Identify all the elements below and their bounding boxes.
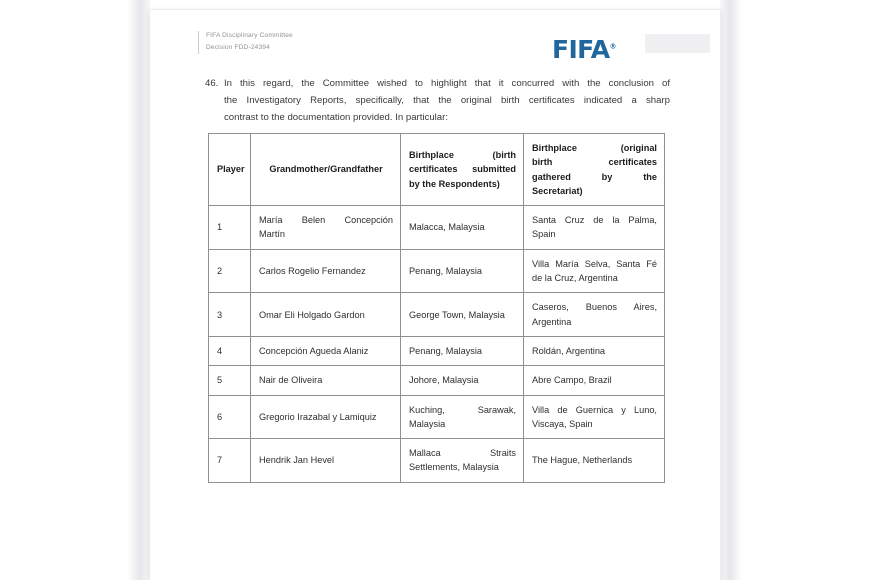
header-committee-line: FIFA Disciplinary Committee	[206, 32, 293, 39]
table-row	[209, 395, 665, 439]
cell-bp-submitted-value: Malacca, Malaysia	[409, 222, 485, 233]
cell-bp-original-line-2: Spain	[532, 229, 556, 240]
cell-player-value: 4	[217, 345, 223, 356]
cell-bp-original-line-1: Abre Campo, Brazil	[532, 375, 612, 386]
fifa-logo	[552, 35, 617, 64]
cell-relative-line-1: Omar Eli Holgado Gardon	[259, 309, 365, 320]
cell-relative-line-1: Concepción Agueda Alaniz	[259, 345, 369, 356]
paragraph-body	[224, 75, 670, 127]
table-row	[209, 249, 665, 293]
column-header-bp-original-line-3: gathered by the	[532, 171, 657, 182]
cell-player	[209, 336, 251, 365]
cell-player	[209, 293, 251, 337]
table-header-row	[209, 134, 665, 206]
table-row	[209, 293, 665, 337]
cell-bp-original-line-1: Villa de Guernica y Luno,	[532, 404, 657, 415]
column-header-bp-submitted-line-3: by the Respondents)	[409, 178, 500, 189]
cell-relative-line-1: Hendrik Jan Hevel	[259, 455, 335, 466]
column-header-bp-submitted-line-1: Birthplace (birth	[409, 150, 516, 161]
table-row	[209, 439, 665, 483]
cell-relative-line-2: Martín	[259, 229, 286, 240]
cell-relative	[251, 366, 401, 395]
cell-birthplace-submitted	[401, 395, 524, 439]
cell-relative	[251, 395, 401, 439]
cell-bp-original-line-1: Caseros, Buenos Aires,	[532, 302, 657, 313]
header-divider-rule	[198, 31, 199, 54]
column-header-relative-label: Grandmother/Grandfather	[269, 164, 383, 175]
cell-player-value: 3	[217, 309, 223, 320]
cell-relative-line-1: María Belen Concepción	[259, 215, 393, 226]
fifa-logo-trademark: ®	[609, 42, 617, 51]
cell-player	[209, 206, 251, 250]
paragraph-line-3: contrast to the documentation provided. In particular:	[224, 112, 448, 124]
cell-relative-line-1: Nair de Oliveira	[259, 375, 323, 386]
paragraph-line-2: the Investigatory Reports, specifically, that the original birth certificates indicated a sharp	[224, 95, 670, 107]
cell-bp-original-line-2: Argentina	[532, 316, 572, 327]
cell-player-value: 1	[217, 222, 223, 233]
paragraph-line-1: In this regard, the Committee wished to highlight that it concurred with the conclusion of	[224, 78, 670, 89]
cell-birthplace-original	[524, 206, 665, 250]
table-row	[209, 206, 665, 250]
cell-bp-submitted-line-1: Kuching, Sarawak,	[409, 404, 516, 415]
page-shadow-left	[128, 0, 150, 580]
cell-bp-submitted-value: Johore, Malaysia	[409, 375, 479, 386]
cell-bp-submitted-value: George Town, Malaysia	[409, 309, 505, 320]
cell-birthplace-original	[524, 439, 665, 483]
document-page	[150, 10, 720, 580]
paragraph-number: 46.	[205, 78, 219, 89]
column-header-bp-original-line-2: birth certificates	[532, 157, 657, 168]
cell-bp-original-line-1: Villa María Selva, Santa Fé	[532, 258, 657, 269]
header-text-block	[206, 30, 293, 53]
cell-birthplace-submitted	[401, 293, 524, 337]
cell-player-value: 5	[217, 375, 223, 386]
cell-player-value: 6	[217, 411, 223, 422]
cell-relative-line-1: Gregorio Irazabal y Lamiquiz	[259, 411, 377, 422]
cell-birthplace-submitted	[401, 249, 524, 293]
cell-bp-original-line-1: Santa Cruz de la Palma,	[532, 215, 657, 226]
table-row	[209, 336, 665, 365]
cell-player-value: 7	[217, 455, 223, 466]
cell-birthplace-original	[524, 249, 665, 293]
cell-relative	[251, 249, 401, 293]
column-header-player	[209, 134, 251, 206]
cell-relative	[251, 206, 401, 250]
cell-birthplace-submitted	[401, 336, 524, 365]
cell-birthplace-original	[524, 336, 665, 365]
cell-bp-submitted-value: Penang, Malaysia	[409, 345, 483, 356]
cell-player-value: 2	[217, 265, 223, 276]
cell-birthplace-submitted	[401, 366, 524, 395]
cell-player	[209, 395, 251, 439]
page-shadow-right	[720, 0, 742, 580]
column-header-bp-original-line-1: Birthplace (original	[532, 143, 657, 153]
column-header-bp-original-line-4: Secretariat)	[532, 185, 583, 196]
cell-relative	[251, 439, 401, 483]
header-placeholder-block	[645, 34, 710, 53]
paragraph-46	[205, 75, 670, 127]
fifa-logo-text: FIFA	[552, 35, 610, 64]
table-row	[209, 366, 665, 395]
cell-bp-submitted-line-2: Settlements, Malaysia	[409, 462, 499, 473]
column-header-birthplace-submitted	[401, 134, 524, 206]
cell-bp-original-line-1: Roldán, Argentina	[532, 345, 606, 356]
birth-certificate-comparison-table	[208, 133, 664, 483]
cell-bp-submitted-value: Penang, Malaysia	[409, 265, 483, 276]
cell-birthplace-original	[524, 366, 665, 395]
column-header-player-label: Player	[217, 164, 245, 175]
cell-player	[209, 249, 251, 293]
cell-relative	[251, 336, 401, 365]
cell-birthplace-original	[524, 293, 665, 337]
cell-bp-submitted-line-1: Mallaca Straits	[409, 448, 516, 459]
cell-birthplace-original	[524, 395, 665, 439]
cell-player	[209, 439, 251, 483]
cell-birthplace-submitted	[401, 439, 524, 483]
column-header-bp-submitted-line-2: certificates submitted	[409, 164, 516, 175]
cell-relative	[251, 293, 401, 337]
page-header	[150, 10, 720, 66]
cell-bp-original-line-1: The Hague, Netherlands	[532, 455, 633, 466]
column-header-birthplace-original	[524, 134, 665, 206]
cell-relative-line-1: Carlos Rogelio Fernandez	[259, 265, 366, 276]
cell-bp-original-line-2: de la Cruz, Argentina	[532, 273, 618, 284]
cell-birthplace-submitted	[401, 206, 524, 250]
cell-player	[209, 366, 251, 395]
column-header-relative	[251, 134, 401, 206]
cell-bp-submitted-line-2: Malaysia	[409, 418, 446, 429]
header-decision-line: Decision FDD-24394	[206, 43, 270, 51]
cell-bp-original-line-2: Viscaya, Spain	[532, 418, 593, 429]
